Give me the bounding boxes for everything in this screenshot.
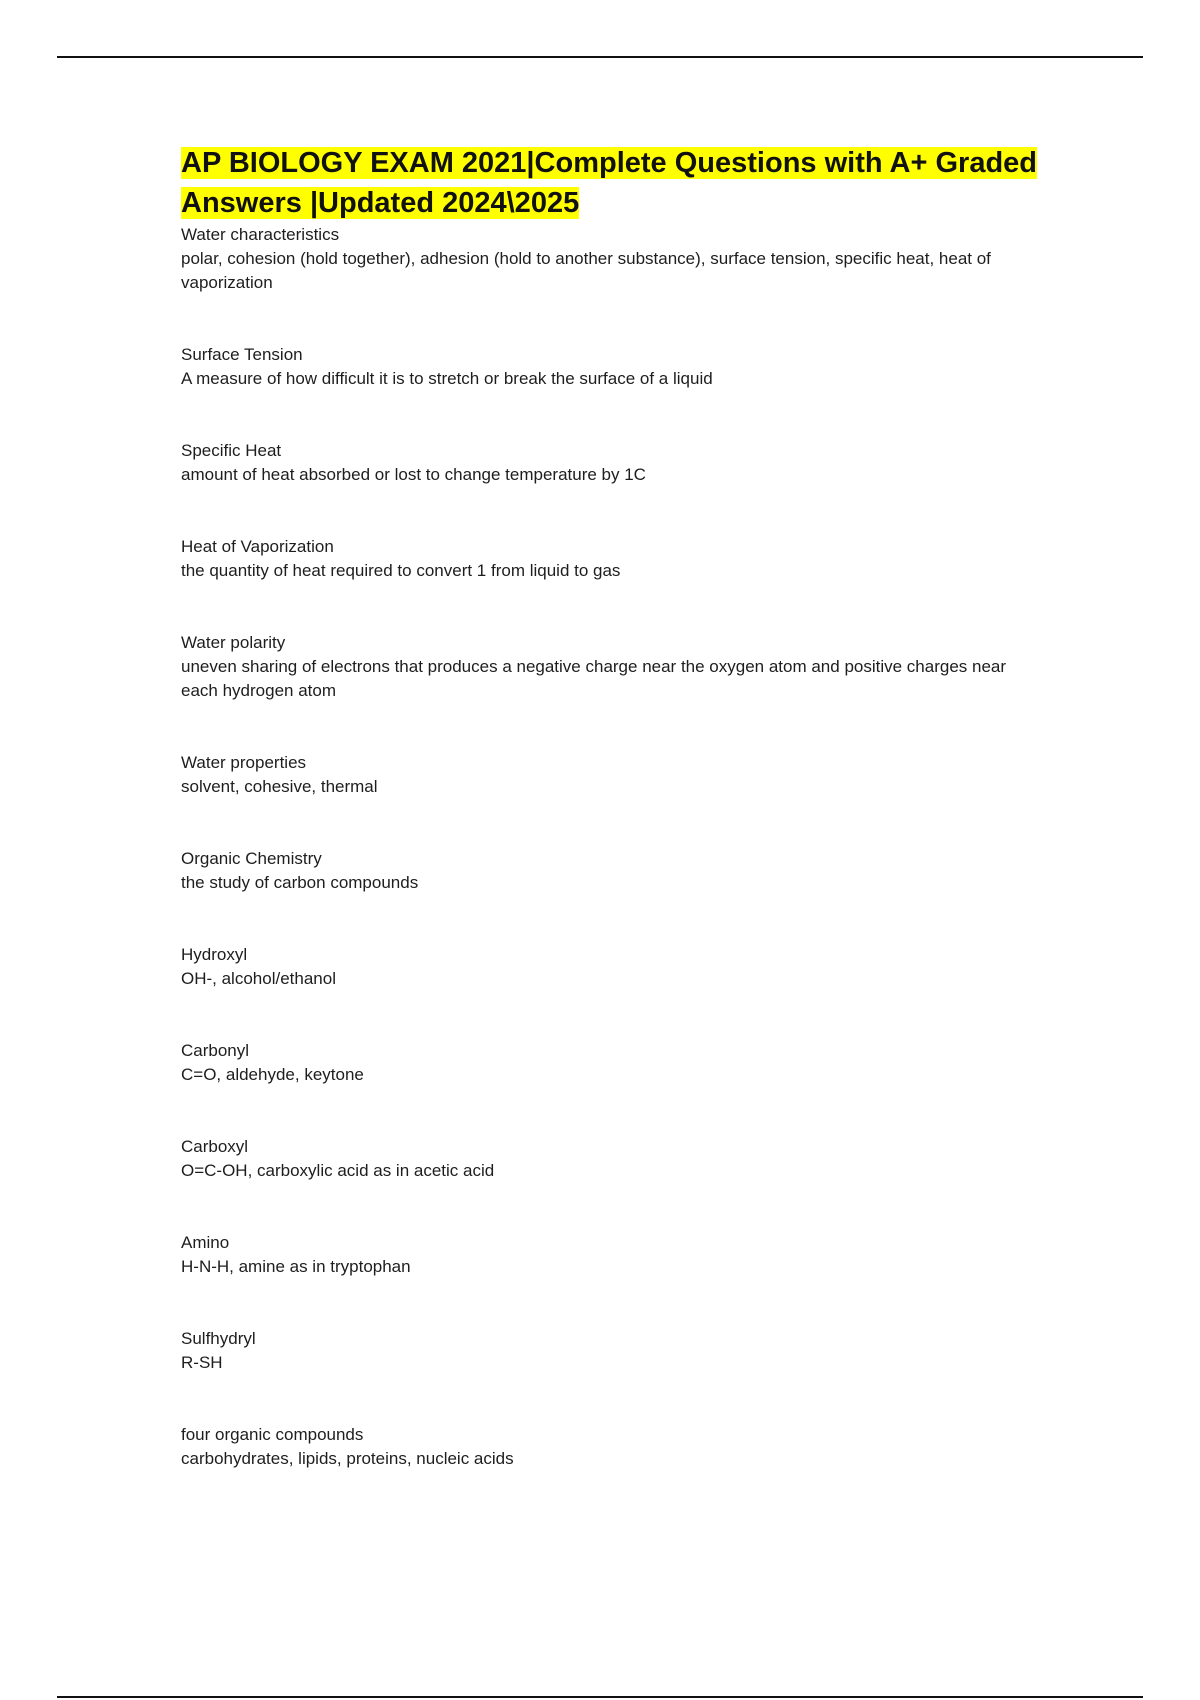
entry-term: Surface Tension (181, 345, 303, 364)
flashcard-entry (181, 1039, 1041, 1087)
flashcard-entry (181, 943, 1041, 991)
entry-term: Hydroxyl (181, 945, 248, 964)
entry-term: Water properties (181, 753, 307, 772)
entry-term: Carbonyl (181, 1041, 250, 1060)
footer-rule (57, 1696, 1143, 1698)
title-line-2: Answers |Updated 2024\2025 (181, 187, 580, 219)
entry-definition: the quantity of heat required to convert 1 from liquid to gas (181, 561, 621, 580)
flashcard-entry (181, 751, 1041, 799)
header-rule (57, 56, 1143, 58)
entry-definition: R-SH (181, 1353, 223, 1372)
entry-term: Specific Heat (181, 441, 282, 460)
entry-definition: A measure of how difficult it is to stretch or break the surface of a liquid (181, 369, 713, 388)
entry-definition: C=O, aldehyde, keytone (181, 1065, 364, 1084)
flashcard-entry (181, 847, 1041, 895)
flashcard-entry (181, 1327, 1041, 1375)
entry-definition: O=C-OH, carboxylic acid as in acetic acid (181, 1161, 495, 1180)
entry-term: Amino (181, 1233, 230, 1252)
entry-term: Carboxyl (181, 1137, 249, 1156)
entry-term: Water polarity (181, 633, 286, 652)
flashcard-entry (181, 535, 1041, 583)
entry-term: four organic compounds (181, 1425, 364, 1444)
entry-definition: polar, cohesion (hold together), adhesion (hold to another substance), surface tension, specific heat, heat of vaporization (181, 249, 991, 292)
flashcard-entry (181, 1231, 1041, 1279)
flashcard-entry (181, 1135, 1041, 1183)
document-body (181, 143, 1041, 1519)
document-title (181, 143, 1041, 223)
entry-term: Organic Chemistry (181, 849, 322, 868)
flashcard-entry (181, 439, 1041, 487)
entry-definition: amount of heat absorbed or lost to change temperature by 1C (181, 465, 646, 484)
entry-definition: OH-, alcohol/ethanol (181, 969, 336, 988)
flashcard-entry (181, 1423, 1041, 1471)
flashcard-entry (181, 631, 1041, 703)
title-line-1: AP BIOLOGY EXAM 2021|Complete Questions with A+ Graded (181, 147, 1038, 179)
entry-definition: uneven sharing of electrons that produces a negative charge near the oxygen atom and positive charges near each hydrogen atom (181, 657, 1007, 700)
entry-definition: solvent, cohesive, thermal (181, 777, 378, 796)
entry-term: Heat of Vaporization (181, 537, 334, 556)
entry-definition: carbohydrates, lipids, proteins, nucleic acids (181, 1449, 514, 1468)
flashcard-entry (181, 223, 1041, 295)
entry-definition: H-N-H, amine as in tryptophan (181, 1257, 411, 1276)
flashcard-entry (181, 343, 1041, 391)
entry-definition: the study of carbon compounds (181, 873, 419, 892)
entry-term: Sulfhydryl (181, 1329, 256, 1348)
entry-term: Water characteristics (181, 225, 340, 244)
